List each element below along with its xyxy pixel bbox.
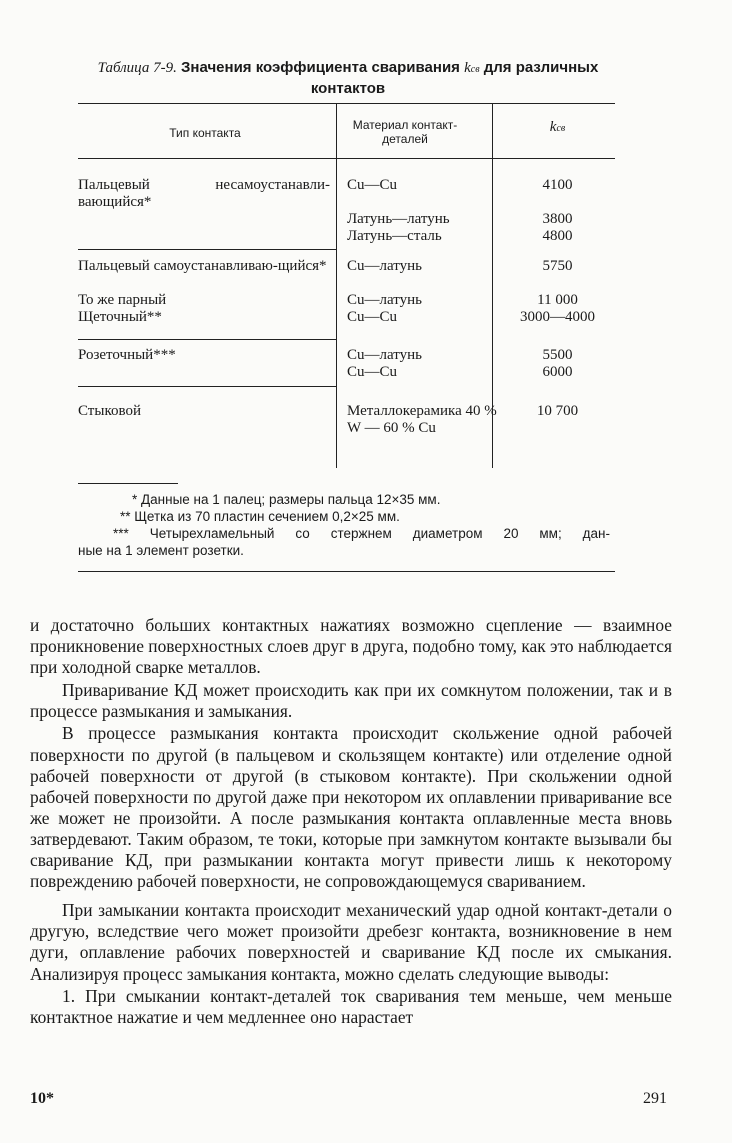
paragraph: и достаточно больших контактных нажатиях возможно сцепление — взаимное проникновение поверхностных слоев друг в друга, подобно тому, как это наблюдается при холодной сварке металлов. xyxy=(30,615,672,678)
group-rule-2 xyxy=(78,339,336,340)
row-type-socket: Розеточный*** xyxy=(78,347,176,363)
row-material: Cu—латунь xyxy=(347,347,422,363)
header-coefficient-sub: св xyxy=(556,123,566,134)
row-material: Cu—Cu xyxy=(347,309,398,325)
header-material: Материал контакт-деталей xyxy=(352,118,458,146)
row-value: 10 700 xyxy=(536,403,579,419)
table-bottom-rule xyxy=(78,571,615,572)
table-col-divider-1 xyxy=(336,104,337,468)
row-value: 4100 xyxy=(542,177,573,193)
row-type-paired: То же парный xyxy=(78,292,167,308)
group-rule-1 xyxy=(78,249,336,250)
row-material: Cu—Cu xyxy=(347,177,398,193)
footnote-3-line-2: ные на 1 элемент розетки. xyxy=(78,543,244,558)
row-type-finger-nonself: Пальцевый несамоустанавли-вающийся* xyxy=(78,177,330,210)
row-type-finger-self: Пальцевый самоустанавливаю-щийся* xyxy=(78,258,327,274)
header-coefficient-symbol: k xyxy=(549,119,557,135)
table-caption-symbol-sub: св xyxy=(470,64,480,75)
group-rule-3 xyxy=(78,386,336,387)
page-number: 291 xyxy=(643,1090,667,1107)
row-type-brush: Щеточный** xyxy=(78,309,162,325)
row-material: Металлокерамика 40 % W — 60 % Cu xyxy=(347,403,497,436)
table-caption-text: Значения коэффициента сваривания xyxy=(181,59,460,76)
row-value: 5750 xyxy=(542,258,573,274)
paragraph: При замыкании контакта происходит механический удар одной контакт-детали о другую, вследствие чего может произойти дребезг контакта, возникновение в нем дуги, оплавление рабочих поверхностей и сваривание КД после их смыкания. Анализируя процесс замыкания контакта, можно сделать следующие выводы: xyxy=(30,900,672,984)
row-value: 11 000 xyxy=(537,292,578,308)
row-value: 3000—4000 xyxy=(520,309,595,325)
row-value: 5500 xyxy=(542,347,573,363)
row-material: Cu—латунь xyxy=(347,258,422,274)
table-caption-label: Таблица 7-9. xyxy=(97,60,177,76)
paragraph: В процессе размыкания контакта происходит скольжение одной рабочей поверхности по другой (в пальцевом и скользящем контакте) или отделение одной рабочей поверхности от другой (в стыковом контакте). При скольжении одной рабочей поверхности по другой даже при некотором их оплавлении приваривание все же может не произойти. А после размыкания контакта оплавленные места вновь затвердевают. Таким образом, те токи, которые при замкнутом контакте вызывали бы сваривание КД, при размыкании контакта могут привести лишь к некоторому повреждению рабочей поверхности, не сопровождающемуся свариванием. xyxy=(30,723,672,892)
table-caption xyxy=(78,58,618,98)
footnote-1: * Данные на 1 палец; размеры пальца 12×35 мм. xyxy=(132,492,441,507)
row-material: Латунь—сталь xyxy=(347,228,442,244)
body-text xyxy=(30,615,672,1030)
header-contact-type: Тип контакта xyxy=(169,126,241,140)
paragraph: Приваривание КД может происходить как при их сомкнутом положении, так и в процессе размыкания и замыкания. xyxy=(30,679,672,721)
footnote-rule xyxy=(78,483,178,484)
row-value: 4800 xyxy=(542,228,573,244)
row-material: Cu—латунь xyxy=(347,292,422,308)
signature-mark: 10* xyxy=(30,1090,54,1107)
row-value: 6000 xyxy=(542,364,573,380)
footnote-3-line-1: *** Четырехламельный со стержнем диаметром 20 мм; дан- xyxy=(113,526,610,541)
paragraph: 1. При смыкании контакт-деталей ток сваривания тем меньше, чем меньше контактное нажатие и чем медленнее оно нарастает xyxy=(30,986,672,1028)
table-top-rule xyxy=(78,103,615,104)
row-material: Латунь—латунь xyxy=(347,211,450,227)
row-material: Cu—Cu xyxy=(347,364,398,380)
table-caption-symbol: k xyxy=(464,60,471,76)
table-caption-tail: для различных контактов xyxy=(310,59,599,97)
row-value: 3800 xyxy=(542,211,573,227)
table-header-rule xyxy=(78,158,615,159)
row-type-butt: Стыковой xyxy=(78,403,141,419)
header-coefficient xyxy=(495,120,620,136)
footnote-2: ** Щетка из 70 пластин сечением 0,2×25 мм. xyxy=(120,509,400,524)
